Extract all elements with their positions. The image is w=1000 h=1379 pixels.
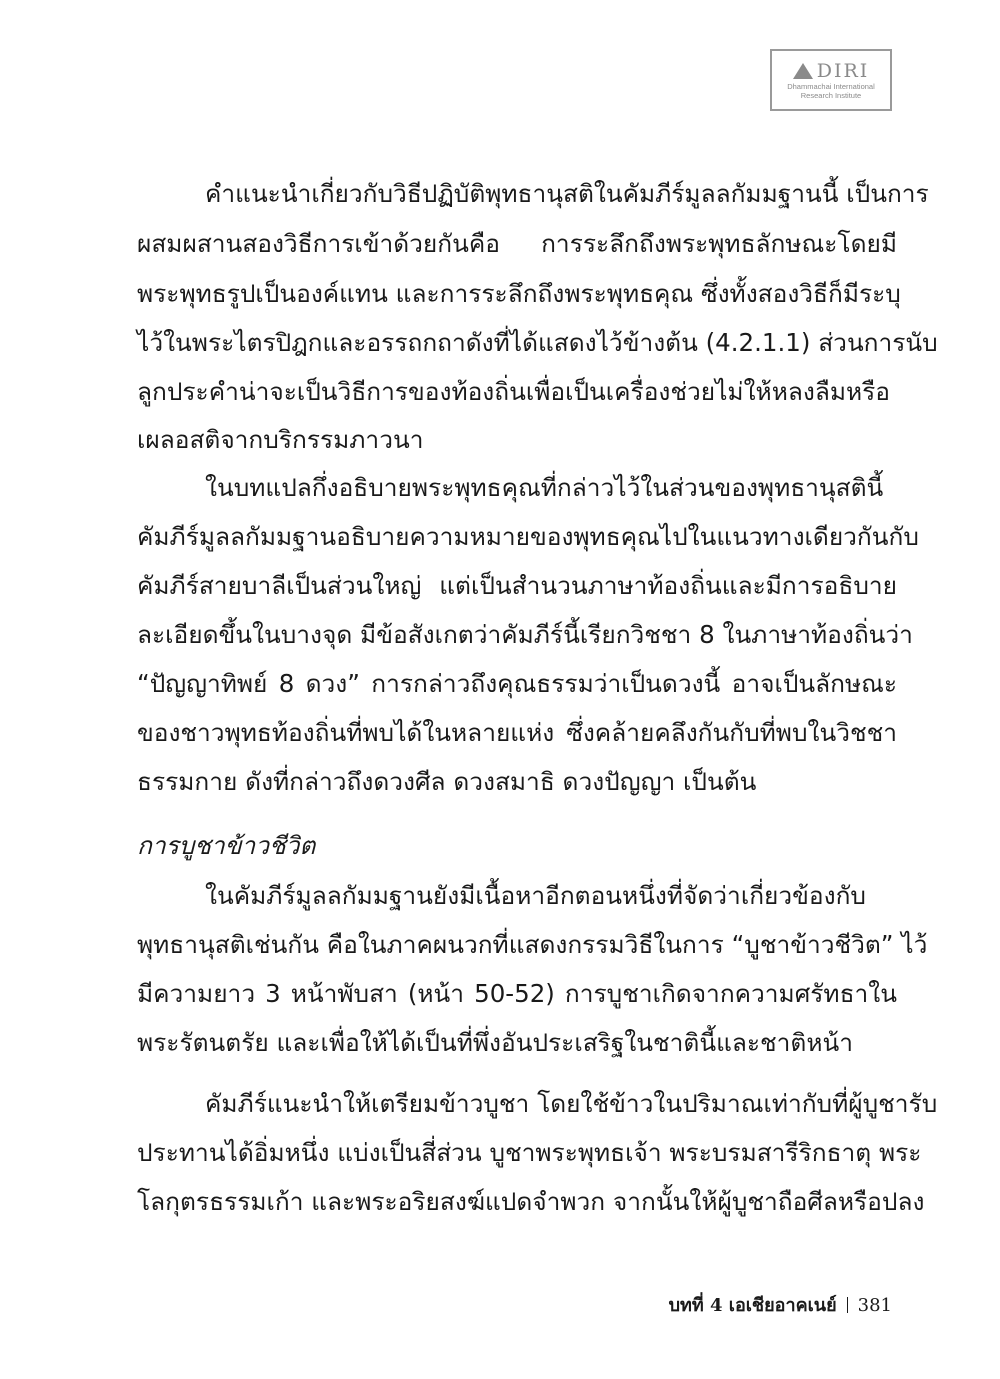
- paragraph-1-line-5: ลูกประคำน่าจะเป็นวิธีการของท้องถิ่นเพื่อเป็นเครื่องช่วยไม่ให้หลงลืมหรือ: [137, 377, 891, 406]
- logo-name: DIRI: [816, 60, 870, 82]
- paragraph-1-line-1: คำแนะนำเกี่ยวกับวิธีปฏิบัติพุทธานุสติในคัมภีร์มูลลกัมมฐานนี้ เป็นการ: [205, 179, 929, 208]
- paragraph-2-line-1: ในบทแปลกึ่งอธิบายพระพุทธคุณที่กล่าวไว้ในส่วนของพุทธานุสตินี้: [205, 473, 884, 502]
- logo-subtitle-1: Dhammachai International: [787, 82, 875, 91]
- paragraph-1-line-6: เผลอสติจากบริกรรมภาวนา: [137, 425, 424, 454]
- paragraph-2-line-2: คัมภีร์มูลลกัมมฐานอธิบายความหมายของพุทธคุณไปในแนวทางเดียวกันกับ: [137, 522, 919, 551]
- paragraph-4-line-2: ประทานได้อิ่มหนึ่ง แบ่งเป็นสี่ส่วน บูชาพระพุทธเจ้า พระบรมสารีริกธาตุ พระ: [137, 1138, 922, 1167]
- page-footer: [669, 1290, 892, 1319]
- footer-divider: [847, 1297, 848, 1313]
- footer-chapter: บทที่ 4 เอเชียอาคเนย์: [668, 1295, 837, 1316]
- triangle-logo-icon: [793, 63, 813, 79]
- paragraph-4-line-1: คัมภีร์แนะนำให้เตรียมข้าวบูชา โดยใช้ข้าวในปริมาณเท่ากับที่ผู้บูชารับ: [205, 1089, 938, 1118]
- paragraph-2-line-4: ละเอียดขึ้นในบางจุด มีข้อสังเกตว่าคัมภีร์นี้เรียกวิชชา 8 ในภาษาท้องถิ่นว่า: [137, 620, 913, 649]
- page-number: 381: [857, 1295, 892, 1316]
- paragraph-2-line-7: ธรรมกาย ดังที่กล่าวถึงดวงศีล ดวงสมาธิ ดวงปัญญา เป็นต้น: [137, 767, 757, 796]
- paragraph-1-line-4: ไว้ในพระไตรปิฎกและอรรถกถาดังที่ได้แสดงไว้ข้างต้น (4.2.1.1) ส่วนการนับ: [137, 328, 938, 357]
- logo-subtitle-2: Research Institute: [800, 91, 862, 100]
- paragraph-3-line-4: พระรัตนตรัย และเพื่อให้ได้เป็นที่พึ่งอันประเสริฐในชาตินี้และชาติหน้า: [137, 1028, 853, 1057]
- paragraph-3-line-3: มีความยาว 3 หน้าพับสา (หน้า 50-52) การบูชาเกิดจากความศรัทธาใน: [137, 979, 897, 1008]
- diri-logo: [770, 49, 892, 111]
- paragraph-1-line-3: พระพุทธรูปเป็นองค์แทน และการระลึกถึงพระพุทธคุณ ซึ่งทั้งสองวิธีก็มีระบุ: [137, 279, 901, 308]
- paragraph-2-line-5: “ปัญญาทิพย์ 8 ดวง” การกล่าวถึงคุณธรรมว่าเป็นดวงนี้ อาจเป็นลักษณะ: [137, 669, 897, 698]
- paragraph-3-line-2: พุทธานุสติเช่นกัน คือในภาคผนวกที่แสดงกรรมวิธีในการ “บูชาข้าวชีวิต” ไว้: [137, 930, 928, 959]
- section-heading: การบูชาข้าวชีวิต: [137, 831, 316, 860]
- paragraph-4-line-3: โลกุตรธรรมเก้า และพระอริยสงฆ์แปดจำพวก จากนั้นให้ผู้บูชาถือศีลหรือปลง: [137, 1187, 925, 1216]
- paragraph-1-line-2: ผสมผสานสองวิธีการเข้าด้วยกันคือ การระลึกถึงพระพุทธลักษณะโดยมี: [137, 229, 897, 258]
- paragraph-2-line-3: คัมภีร์สายบาลีเป็นส่วนใหญ่ แต่เป็นสำนวนภาษาท้องถิ่นและมีการอธิบาย: [137, 571, 897, 600]
- paragraph-3-line-1: ในคัมภีร์มูลลกัมมฐานยังมีเนื้อหาอีกตอนหนึ่งที่จัดว่าเกี่ยวข้องกับ: [205, 881, 866, 910]
- paragraph-2-line-6: ของชาวพุทธท้องถิ่นที่พบได้ในหลายแห่ง ซึ่งคล้ายคลึงกันกับที่พบในวิชชา: [137, 718, 897, 747]
